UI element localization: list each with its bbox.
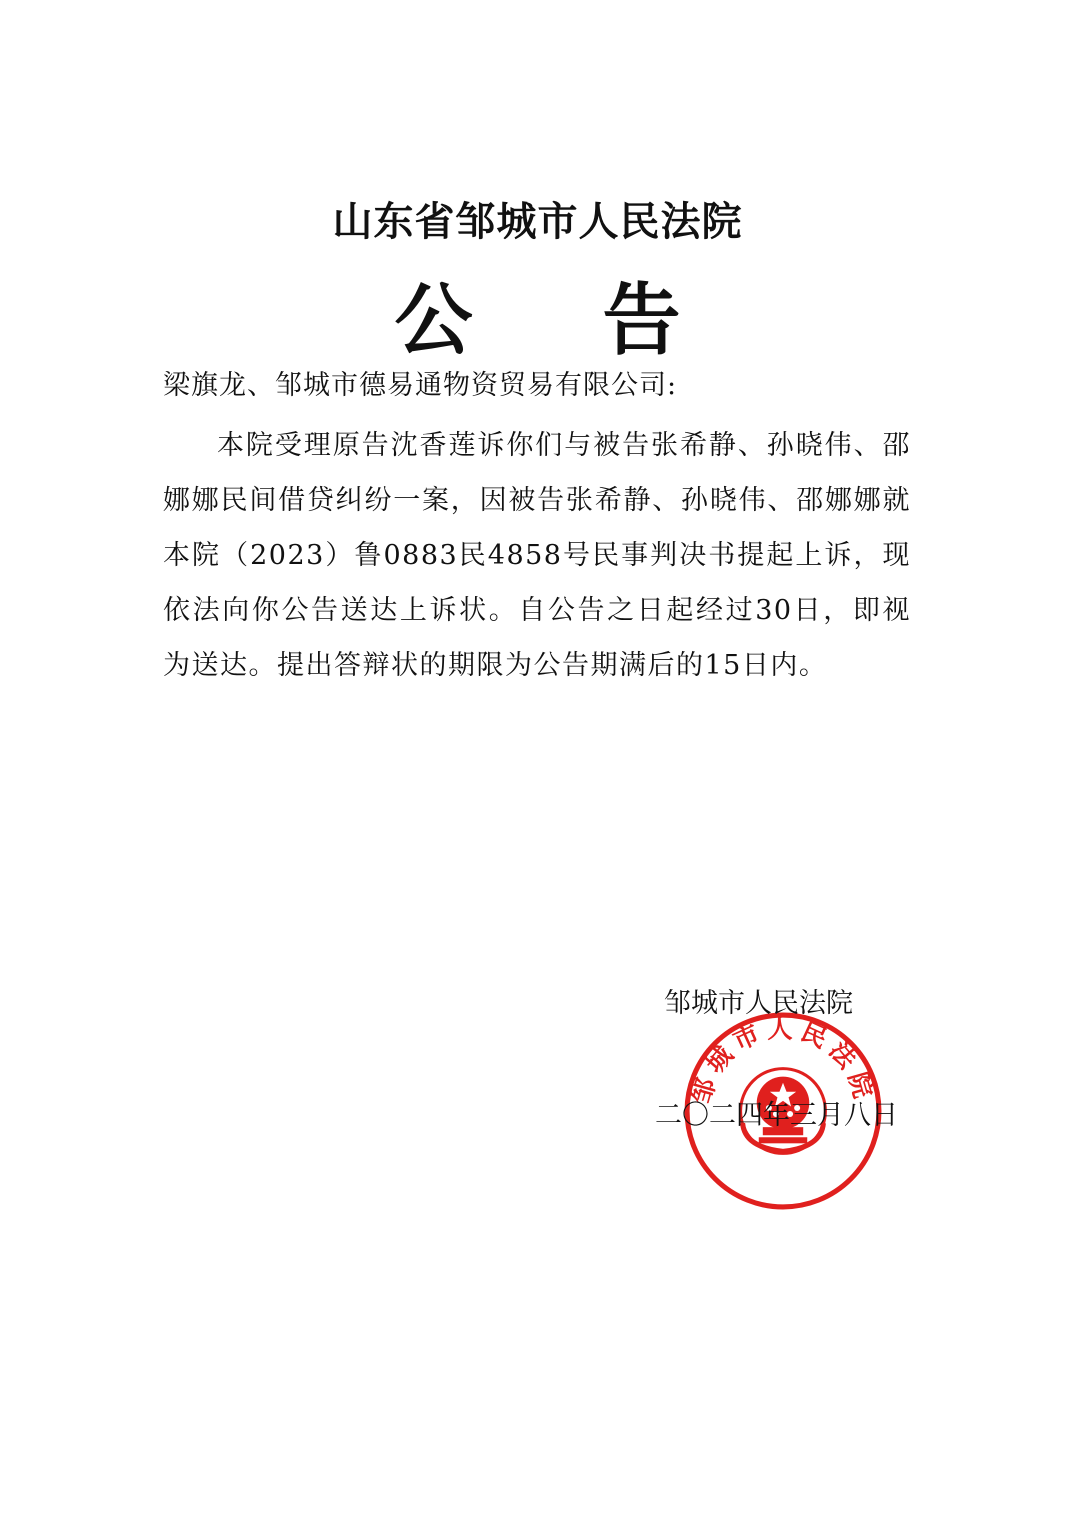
recipient-line: 梁旗龙、邹城市德易通物资贸易有限公司: bbox=[163, 370, 678, 401]
court-title: 山东省邹城市人民法院 bbox=[332, 199, 743, 245]
title-char-1: 公 bbox=[394, 276, 473, 366]
seal-text: 邹城市人民法院 bbox=[686, 1014, 880, 1108]
notice-body: 本院受理原告沈香莲诉你们与被告张希静、孙晓伟、邵娜娜民间借贷纠纷一案，因被告张希静、孙晓伟、邵娜娜就本院（2023）鲁0883民4858号民事判决书提起上诉，现依法向你公告送达上诉状。自公告之日起经过30日，即视为送达。提出答辩状的期限为公告期满后的15日内。 bbox=[163, 430, 911, 681]
document-title bbox=[0, 258, 1075, 370]
signature-court: 邹城市人民法院 bbox=[664, 988, 853, 1019]
title-char-2: 告 bbox=[602, 276, 681, 366]
signature-date: 二〇二四年三月八日 bbox=[655, 1100, 898, 1131]
